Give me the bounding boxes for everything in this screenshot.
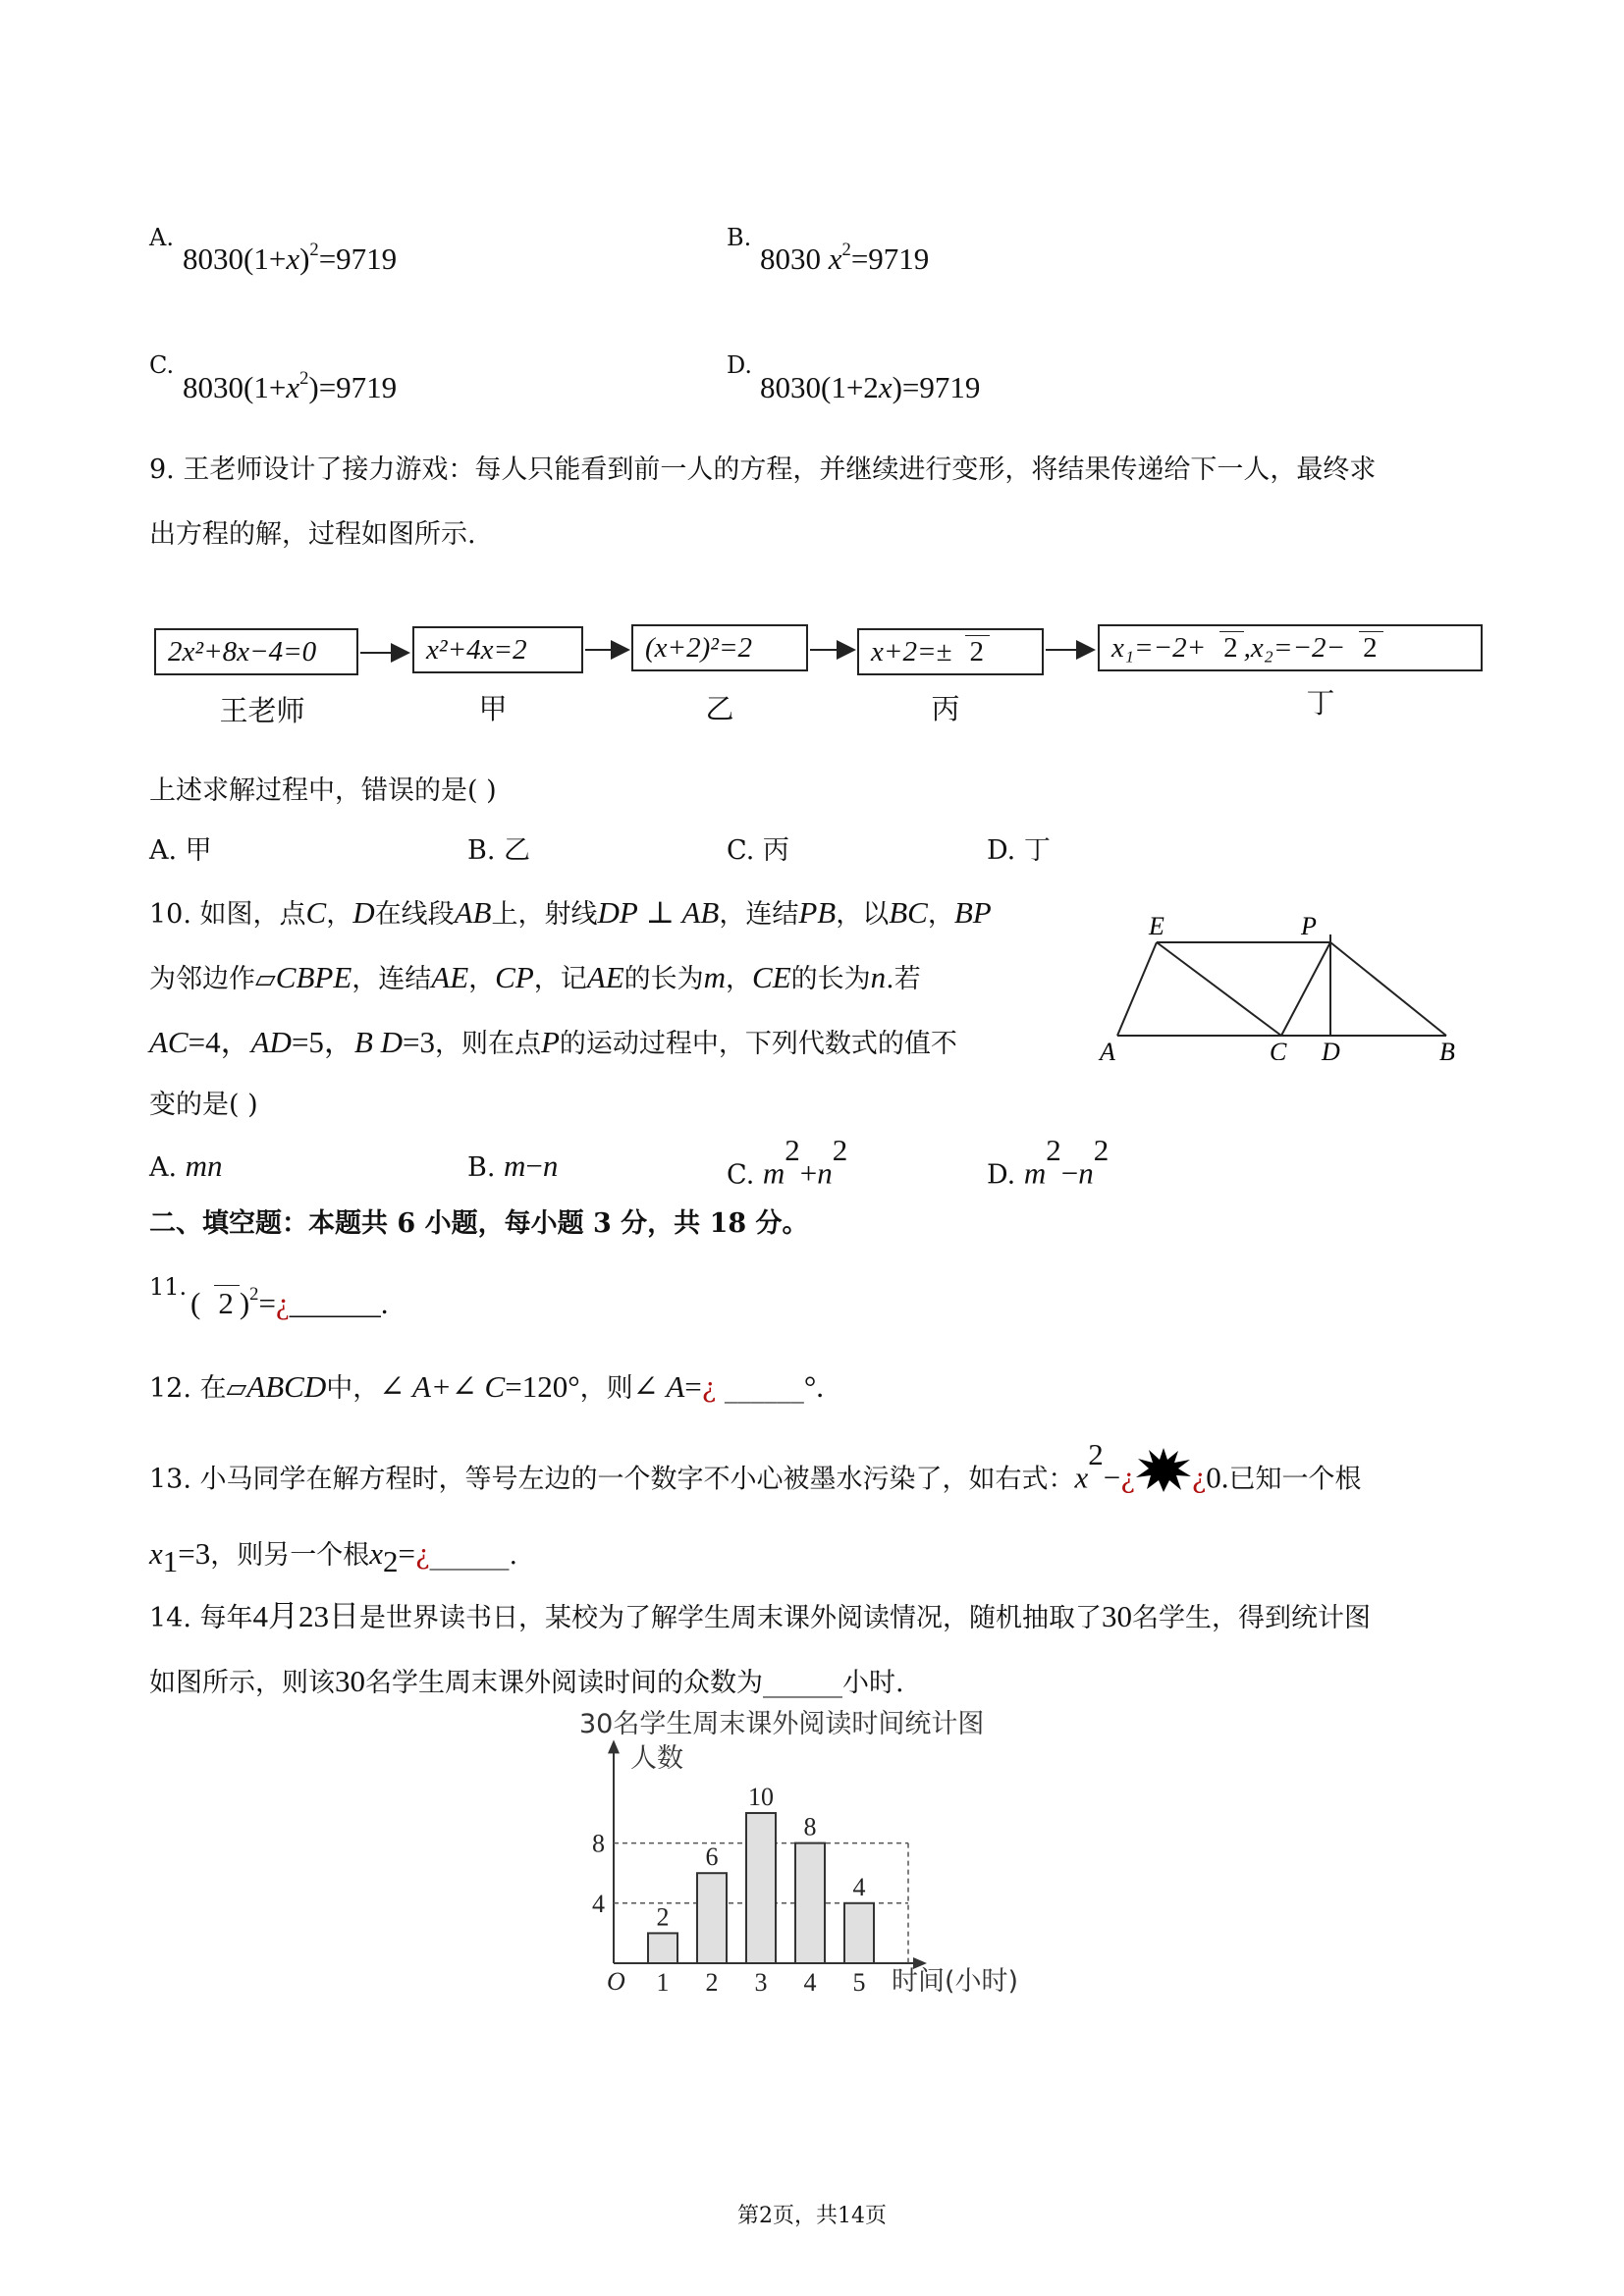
bar-value-label: 10 bbox=[748, 1783, 774, 1811]
bar-value-label: 4 bbox=[852, 1872, 866, 1901]
q10-option-c: C. $m^2+n^2$ bbox=[727, 1133, 848, 1191]
page-footer: 第2页，共14页 bbox=[737, 2204, 887, 2228]
chart-title: 30名学生周末课外阅读时间统计图 bbox=[579, 1709, 985, 1739]
q9-option-c: C. 丙 bbox=[727, 835, 789, 866]
bar bbox=[795, 1843, 825, 1963]
x-tick-label: 2 bbox=[705, 1968, 719, 1997]
flow-label-jia: 甲 bbox=[478, 692, 508, 725]
flow-box-teacher: 2x²+8x−4=0 bbox=[154, 628, 358, 675]
q13-line1: 13. 小马同学在解方程时，等号左边的一个数字不小心被墨水污染了，如右式：$x^2-¿$ ¿0.已知一个根 bbox=[149, 1437, 1362, 1495]
q13-line2: $x_1=3$，则另一个根$x_2=¿\_\_\_\_\_\_$. bbox=[149, 1536, 518, 1578]
point-label-c: C bbox=[1270, 1038, 1287, 1060]
flow-label-ding: 丁 bbox=[1306, 686, 1335, 720]
q10-line4: 变的是( ) bbox=[149, 1090, 258, 1120]
q14-line2: 如图所示，则该30名学生周末课外阅读时间的众数为______小时. bbox=[149, 1664, 904, 1698]
y-tick-label: 8 bbox=[592, 1829, 605, 1858]
q10-line3: AC=4，AD=5，B D=3，则在点P的运动过程中，下列代数式的值不 bbox=[149, 1025, 957, 1059]
x-tick-label: 5 bbox=[852, 1968, 866, 1997]
bar bbox=[648, 1933, 677, 1963]
point-label-b: B bbox=[1439, 1038, 1455, 1060]
y-axis-arrow bbox=[608, 1739, 620, 1753]
option-label: A. bbox=[149, 224, 174, 251]
bar-value-label: 2 bbox=[656, 1902, 670, 1932]
q9-line1: 9. 王老师设计了接力游戏：每人只能看到前一人的方程，并继续进行变形，将结果传递给下一人，最终求 bbox=[149, 454, 1377, 485]
q9-line2: 出方程的解，过程如图所示. bbox=[149, 519, 476, 550]
y-axis-label: 人数 bbox=[630, 1743, 683, 1774]
bar bbox=[746, 1813, 776, 1963]
flow-box-bing: x+2=± 2 bbox=[857, 628, 1044, 675]
x-tick-label: 3 bbox=[754, 1968, 768, 1997]
flow-box-ding: x₁=−2+ 2 ,x₂=−2− 2 bbox=[1098, 624, 1483, 671]
q14-line1: 14. 每年4月23日是世界读书日，某校为了解学生周末课外阅读情况，随机抽取了30名学生，得到统计图 bbox=[149, 1599, 1372, 1633]
option-label: D. bbox=[727, 351, 753, 379]
reading-time-bar-chart bbox=[560, 1703, 1110, 1998]
section-heading: 二、填空题：本题共 6 小题，每小题 3 分，共 18 分。 bbox=[149, 1208, 809, 1239]
flow-arrows bbox=[0, 0, 1624, 746]
flow-box-jia: x²+4x=2 bbox=[412, 626, 583, 673]
flow-label-yi: 乙 bbox=[705, 692, 734, 725]
point-label-d: D bbox=[1322, 1038, 1340, 1060]
bar bbox=[844, 1903, 874, 1963]
point-label-a: A bbox=[1100, 1038, 1115, 1060]
point-label-e: E bbox=[1149, 913, 1164, 940]
x-tick-label: 4 bbox=[803, 1968, 817, 1997]
q10-geometry-figure bbox=[1090, 913, 1502, 1060]
option-formula: 8030(1+2x)=9719 bbox=[760, 370, 981, 404]
point-label-p: P bbox=[1301, 913, 1317, 940]
q9-option-a: A. 甲 bbox=[149, 835, 212, 866]
flow-box-yi: (x+2)²=2 bbox=[631, 624, 808, 671]
q11-formula: ( 2 )$^2$=¿______. bbox=[190, 1284, 389, 1320]
flow-label-bing: 丙 bbox=[931, 692, 960, 725]
option-formula: $8030(1+x^2)=9719$ bbox=[183, 368, 398, 404]
q9-question: 上述求解过程中，错误的是( ) bbox=[149, 775, 497, 806]
q10-line1: 10. 如图，点C，D在线段AB上，射线DP ⊥ AB，连结PB，以BC，BP bbox=[149, 895, 992, 930]
q11-label: 11. bbox=[149, 1273, 188, 1301]
q9-option-b: B. 乙 bbox=[467, 835, 531, 866]
bar bbox=[697, 1873, 727, 1963]
q10-option-a: A. mn bbox=[149, 1148, 223, 1183]
option-formula: 8030 $x^2=9719$ bbox=[760, 240, 930, 276]
option-formula: $8030(1+x)^2=9719$ bbox=[183, 240, 398, 276]
q9-option-d: D. 丁 bbox=[987, 835, 1051, 866]
x-tick-label: 1 bbox=[656, 1968, 670, 1997]
bar-value-label: 8 bbox=[803, 1812, 817, 1842]
ink-blot-icon bbox=[1135, 1462, 1192, 1491]
origin-label: O bbox=[607, 1967, 625, 1996]
flow-label-teacher: 王老师 bbox=[219, 694, 305, 727]
x-axis-label: 时间(小时) bbox=[892, 1966, 1019, 1997]
option-label: B. bbox=[727, 224, 752, 251]
bar-value-label: 6 bbox=[705, 1842, 719, 1872]
y-tick-label: 4 bbox=[592, 1889, 605, 1918]
q10-option-d: D. $m^2-n^2$ bbox=[987, 1133, 1110, 1191]
option-label: C. bbox=[149, 351, 175, 379]
q12: 12. 在▱ABCD中，∠ A+∠ C=120°，则∠ A=¿ ______°. bbox=[149, 1369, 824, 1404]
q10-line2: 为邻边作▱CBPE，连结AE，CP，记AE的长为m，CE的长为n.若 bbox=[149, 960, 921, 994]
q10-option-b: B. m−n bbox=[467, 1148, 559, 1183]
